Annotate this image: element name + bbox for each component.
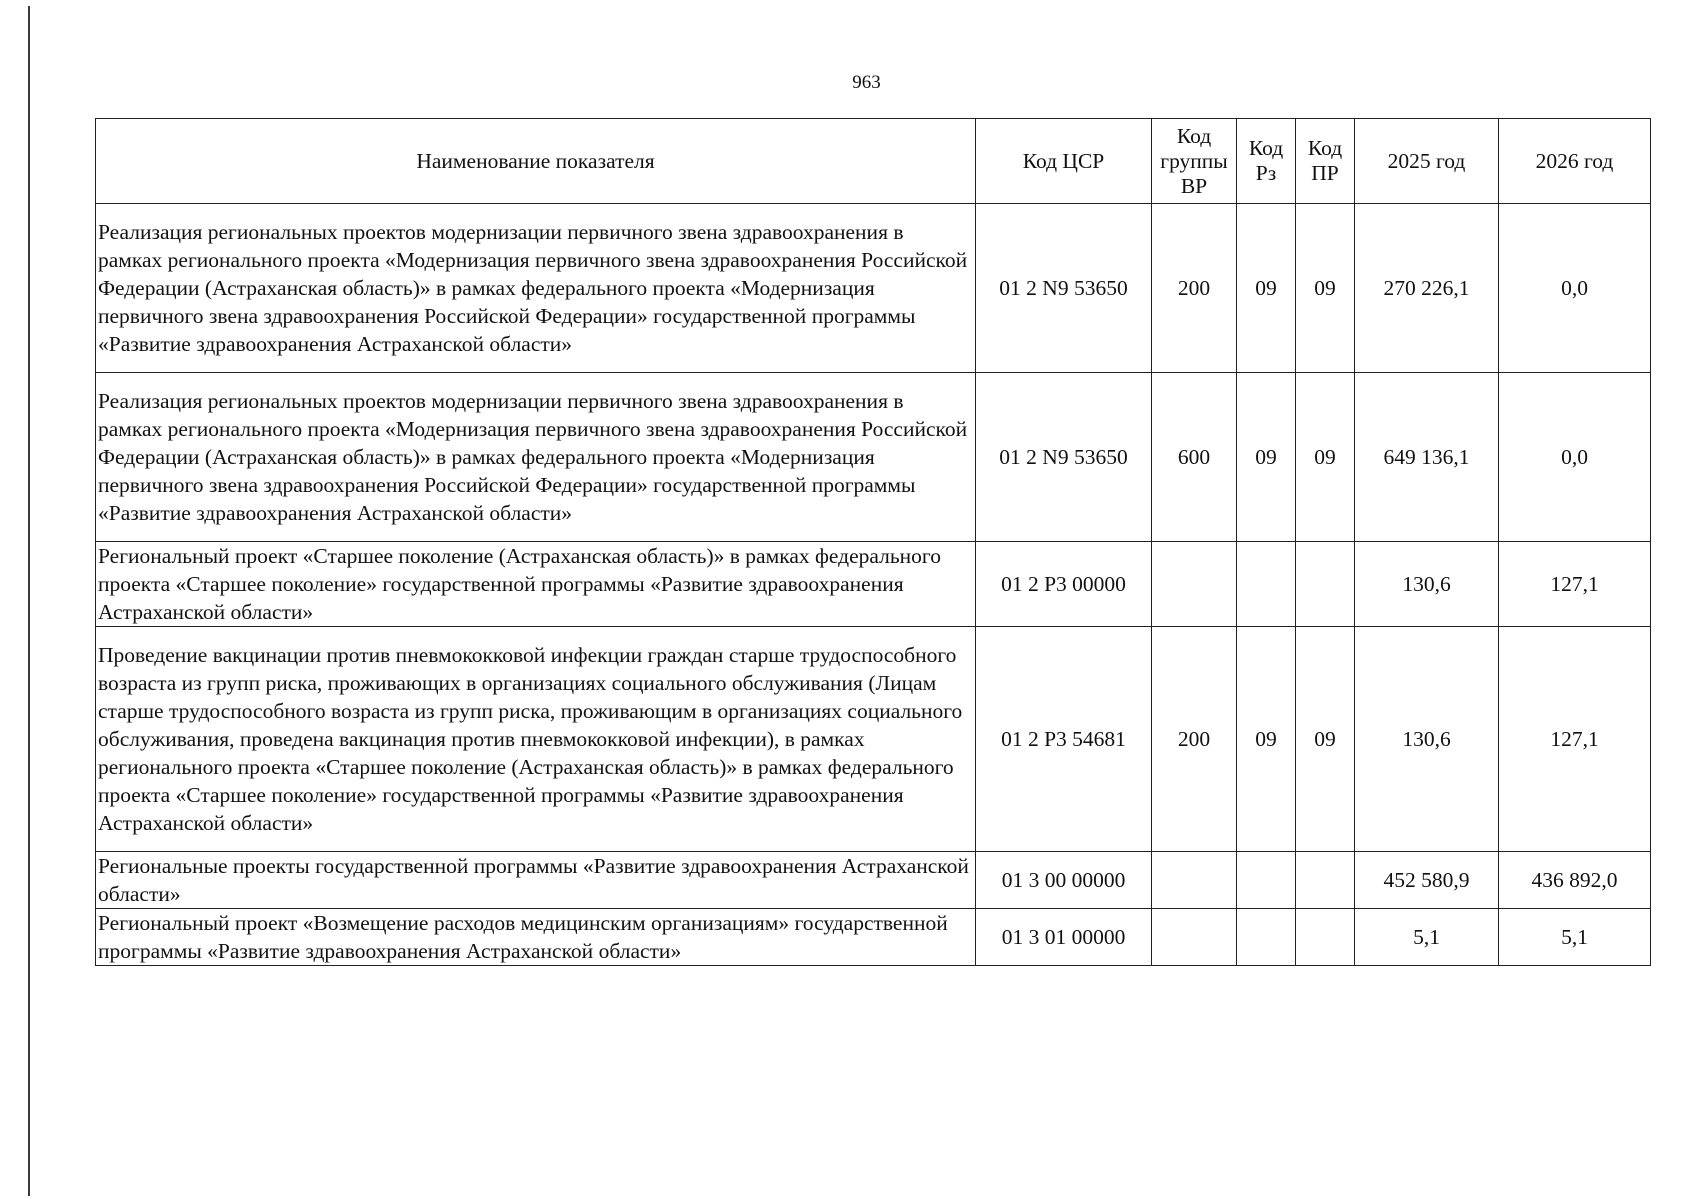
row-csr-code: 01 3 00 00000	[976, 852, 1152, 909]
header-2026: 2026 год	[1499, 119, 1651, 204]
header-csr-code: Код ЦСР	[976, 119, 1152, 204]
row-rz-code	[1237, 542, 1296, 627]
row-pr-code	[1296, 852, 1355, 909]
row-name: Региональный проект «Старшее поколение (Астраханская область)» в рамках федерального проекта «Старшее поколение» государственной программы «Развитие здравоохранения Астраханской области»	[96, 542, 976, 627]
page-number: 963	[852, 72, 881, 93]
table-row	[96, 542, 1651, 627]
table-row	[96, 627, 1651, 852]
row-2025-value: 130,6	[1355, 627, 1499, 852]
row-2026-value: 0,0	[1499, 373, 1651, 542]
row-2025-value: 270 226,1	[1355, 204, 1499, 373]
row-name: Проведение вакцинации против пневмококковой инфекции граждан старше трудоспособного возраста из групп риска, проживающих в организациях социального обслуживания (Лицам старше трудоспособного возраста из групп риска, проживающим в организациях социального обслуживания, проведена вакцинация против пневмококковой инфекции), в рамках регионального проекта «Старшее поколение (Астраханская область)» в рамках федерального проекта «Старшее поколение» государственной программы «Развитие здравоохранения Астраханской области»	[96, 627, 976, 852]
row-vr-code	[1152, 542, 1237, 627]
row-pr-code: 09	[1296, 204, 1355, 373]
row-name: Региональные проекты государственной программы «Развитие здравоохранения Астраханской области»	[96, 852, 976, 909]
row-name: Реализация региональных проектов модернизации первичного звена здравоохранения в рамках регионального проекта «Модернизация первичного звена здравоохранения Российской Федерации (Астраханская область)» в рамках федерального проекта «Модернизация первичного звена здравоохранения Российской Федерации» государственной программы «Развитие здравоохранения Астраханской области»	[96, 204, 976, 373]
row-vr-code: 600	[1152, 373, 1237, 542]
header-pr-code: Код ПР	[1296, 119, 1355, 204]
row-rz-code: 09	[1237, 204, 1296, 373]
row-rz-code	[1237, 852, 1296, 909]
row-csr-code: 01 2 P3 54681	[976, 627, 1152, 852]
row-pr-code: 09	[1296, 627, 1355, 852]
row-pr-code: 09	[1296, 373, 1355, 542]
row-name: Региональный проект «Возмещение расходов медицинским организациям» государственной программы «Развитие здравоохранения Астраханской области»	[96, 909, 976, 966]
row-vr-code: 200	[1152, 627, 1237, 852]
row-2026-value: 0,0	[1499, 204, 1651, 373]
table-row	[96, 852, 1651, 909]
table-row	[96, 373, 1651, 542]
row-pr-code	[1296, 542, 1355, 627]
header-rz-code: Код Рз	[1237, 119, 1296, 204]
table-header-row	[96, 119, 1651, 204]
row-csr-code: 01 2 N9 53650	[976, 204, 1152, 373]
row-2026-value: 127,1	[1499, 627, 1651, 852]
row-name: Реализация региональных проектов модернизации первичного звена здравоохранения в рамках регионального проекта «Модернизация первичного звена здравоохранения Российской Федерации (Астраханская область)» в рамках федерального проекта «Модернизация первичного звена здравоохранения Российской Федерации» государственной программы «Развитие здравоохранения Астраханской области»	[96, 373, 976, 542]
table-row	[96, 204, 1651, 373]
row-rz-code	[1237, 909, 1296, 966]
row-vr-code	[1152, 909, 1237, 966]
row-2025-value: 5,1	[1355, 909, 1499, 966]
row-csr-code: 01 2 N9 53650	[976, 373, 1152, 542]
row-2025-value: 130,6	[1355, 542, 1499, 627]
row-2026-value: 436 892,0	[1499, 852, 1651, 909]
row-2025-value: 452 580,9	[1355, 852, 1499, 909]
header-2025: 2025 год	[1355, 119, 1499, 204]
row-2026-value: 5,1	[1499, 909, 1651, 966]
row-csr-code: 01 3 01 00000	[976, 909, 1152, 966]
row-vr-code: 200	[1152, 204, 1237, 373]
row-rz-code: 09	[1237, 373, 1296, 542]
row-rz-code: 09	[1237, 627, 1296, 852]
budget-table	[95, 118, 1651, 966]
table-row	[96, 909, 1651, 966]
row-2025-value: 649 136,1	[1355, 373, 1499, 542]
row-vr-code	[1152, 852, 1237, 909]
header-vr-code: Код группы ВР	[1152, 119, 1237, 204]
page-margin-line	[28, 6, 30, 1196]
header-name: Наименование показателя	[96, 119, 976, 204]
row-csr-code: 01 2 P3 00000	[976, 542, 1152, 627]
row-2026-value: 127,1	[1499, 542, 1651, 627]
row-pr-code	[1296, 909, 1355, 966]
